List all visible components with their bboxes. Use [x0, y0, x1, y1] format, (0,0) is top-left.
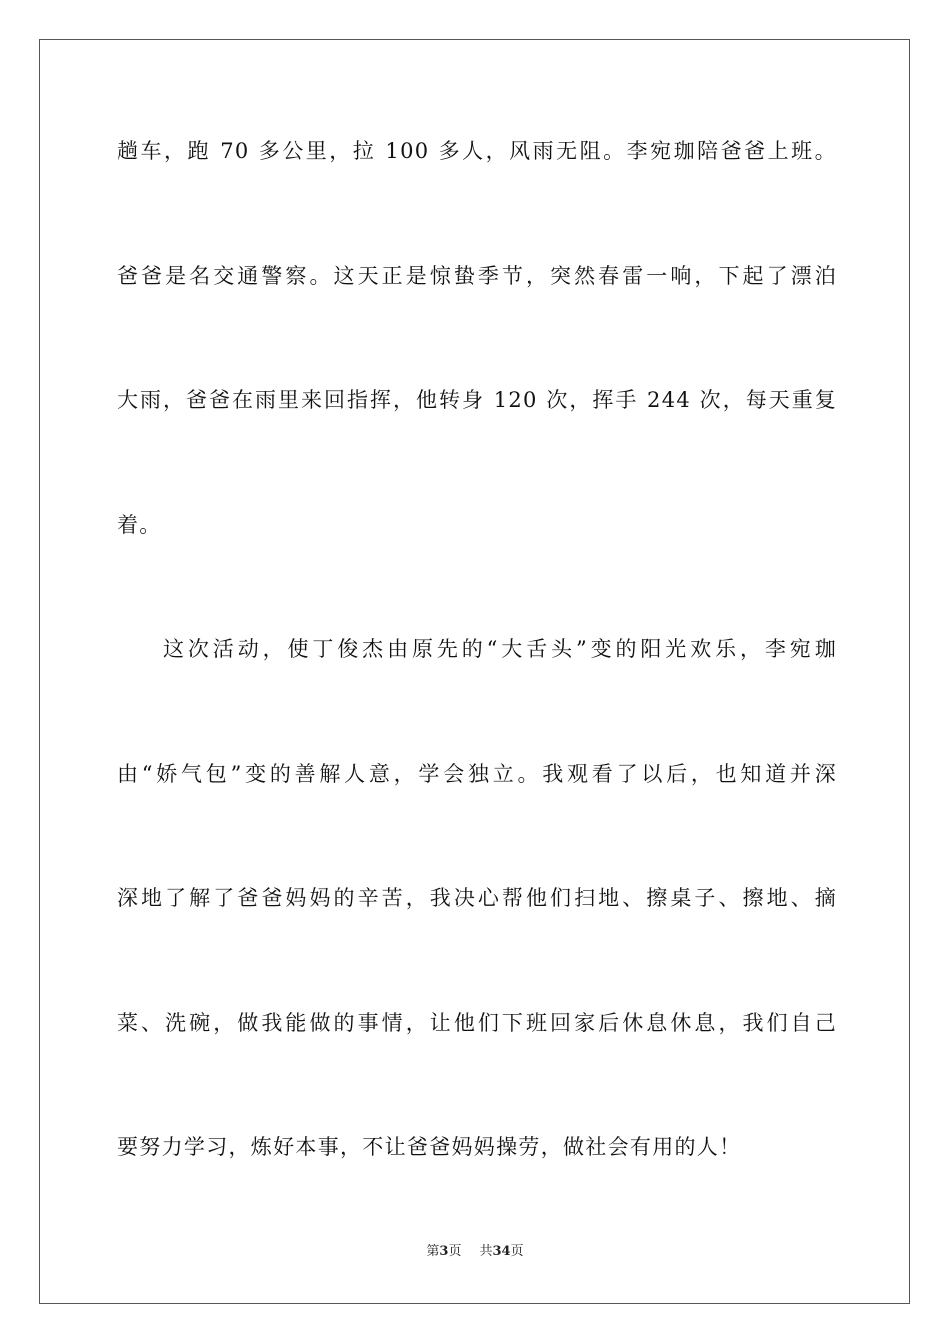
total-suffix: 页 — [510, 1244, 524, 1259]
page-number: 3 — [439, 1244, 449, 1259]
paragraph-line: 着。 — [117, 513, 162, 537]
page-prefix: 第 — [426, 1244, 440, 1259]
total-pages: 34 — [492, 1244, 511, 1259]
total-prefix: 共 — [479, 1244, 493, 1259]
paragraph-line: 由“娇气包”变的善解人意，学会独立。我观看了以后，也知道并深 — [117, 762, 837, 786]
page-suffix: 页 — [448, 1244, 462, 1259]
paragraph-line: 爸爸是名交通警察。这天正是惊蛰季节，突然春雷一响，下起了漂泊 — [117, 264, 837, 288]
paragraph-line: 深地了解了爸爸妈妈的辛苦，我决心帮他们扫地、擦桌子、擦地、摘 — [117, 886, 837, 910]
page-border — [39, 39, 910, 1304]
paragraph-line: 要努力学习，炼好本事，不让爸爸妈妈操劳，做社会有用的人！ — [117, 1135, 742, 1159]
paragraph-line: 大雨，爸爸在雨里来回指挥，他转身 120 次，挥手 244 次，每天重复 — [117, 388, 837, 412]
paragraph-line: 趟车，跑 70 多公里，拉 100 多人，风雨无阻。李宛珈陪爸爸上班。 — [117, 139, 837, 163]
page-footer — [0, 1243, 950, 1261]
paragraph-line: 这次活动，使丁俊杰由原先的“大舌头”变的阳光欢乐，李宛珈 — [163, 637, 837, 661]
paragraph-line: 菜、洗碗，做我能做的事情，让他们下班回家后休息休息，我们自己 — [117, 1011, 837, 1035]
